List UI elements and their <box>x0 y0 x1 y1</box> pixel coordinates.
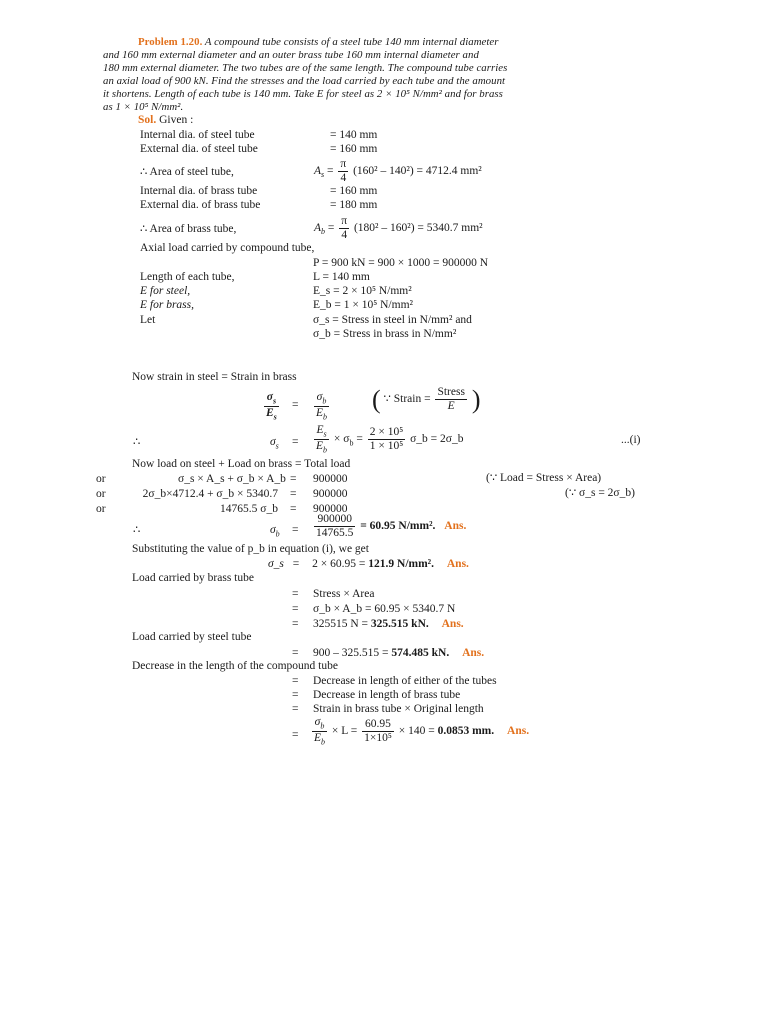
bl-eq-3: = <box>292 618 299 630</box>
ans-sigma-s: Ans. <box>446 558 469 570</box>
steel-area-symbol: A <box>314 164 322 177</box>
brass-load-result: 325.515 kN. <box>370 618 429 630</box>
eq-sign-2: = <box>292 436 299 448</box>
load-row-3-eq: = <box>290 503 297 515</box>
load-row-1-eq: = <box>290 473 297 485</box>
sl-eq-1: = <box>292 647 299 659</box>
let-label: Let <box>140 314 156 326</box>
length-value: L = 140 mm <box>313 271 370 283</box>
decrease-line-2: Decrease in length of brass tube <box>313 689 461 701</box>
d-eq-2: = <box>292 689 299 701</box>
d-eq-4: = <box>292 729 299 741</box>
load-row-1-lhs: σ_s × A_s + σ_b × A_b <box>178 473 286 485</box>
e-brass-value: E_b = 1 × 10⁵ N/mm² <box>313 299 413 311</box>
e-steel-label: E for steel, <box>140 285 191 297</box>
axial-load-label: Axial load carried by compound tube, <box>140 242 315 254</box>
load-row-1-note: (∵ Load = Stress × Area) <box>486 472 602 484</box>
brass-area-eq: = <box>327 221 335 234</box>
load-row-2-lhs: 2σ_b×4712.4 + σ_b × 5340.7 <box>142 488 278 500</box>
substituting-text: Substituting the value of p_b in equation (i), we get <box>132 543 369 555</box>
steel-internal-value: = 140 mm <box>330 129 378 141</box>
steel-external-label: External dia. of steel tube <box>140 143 258 155</box>
problem-line-3: 180 mm external diameter. The two tubes are of the same length. The compound tube carries <box>103 62 508 74</box>
steel-area-expression: (160² – 140²) = 4712.4 mm² <box>353 164 482 177</box>
strain-heading: Now strain in steel = Strain in brass <box>132 371 297 383</box>
problem-line-2: and 160 mm external diameter and an outer brass tube 160 mm internal diameter and <box>103 49 479 61</box>
eq-sign-sigb: = <box>292 524 299 536</box>
brass-area-equation <box>314 215 483 241</box>
d-eq-1: = <box>292 675 299 687</box>
decrease-line-3: Strain in brass tube × Original length <box>313 703 484 715</box>
ans-sigma-b: Ans. <box>444 519 467 532</box>
brass-internal-value: = 160 mm <box>330 185 378 197</box>
d-eq-3: = <box>292 703 299 715</box>
problem-label: Problem 1.20. <box>138 36 203 48</box>
e-brass-label: E for brass, <box>140 299 194 311</box>
brass-load-line-3: 325515 N = 325.515 kN. Ans. <box>313 618 464 630</box>
or-3: or <box>96 503 106 515</box>
ans-brass-load: Ans. <box>441 618 464 630</box>
brass-external-value: = 180 mm <box>330 199 378 211</box>
steel-area-equation <box>314 158 482 184</box>
problem-line-5: it shortens. Length of each tube is 140 mm. Take E for steel as 2 × 10⁵ N/mm² and for brass <box>103 88 503 100</box>
brass-load-line-2: σ_b × A_b = 60.95 × 5340.7 N <box>313 603 456 615</box>
ans-steel-load: Ans. <box>462 647 485 659</box>
decrease-final: $\frac{\sigma_b}{E_b}$ × L = $\frac{60.95}{\text{1×10⁵}}$ × 140 = 0.0853 mm. Ans. <box>314 716 530 747</box>
steel-area-label: ∴ Area of steel tube, <box>140 166 234 178</box>
let-value-steel: σ_s = Stress in steel in N/mm² and <box>313 314 472 326</box>
or-2: or <box>96 488 106 500</box>
strain-ratio-steel: $\frac{\sigma_s}{E_s}$ <box>266 391 277 422</box>
sigma-b-result: = 60.95 N/mm². <box>360 519 436 532</box>
load-row-2-rhs: 900000 <box>313 488 348 500</box>
let-value-brass: σ_b = Stress in brass in N/mm² <box>313 328 457 340</box>
sigma-s-line: σ_s = 2 × 60.95 = 121.9 N/mm². Ans. <box>268 558 469 570</box>
brass-area-label: ∴ Area of brass tube, <box>140 223 237 235</box>
problem-line-6: as 1 × 10⁵ N/mm². <box>103 101 184 113</box>
decrease-heading: Decrease in the length of the compound tube <box>132 660 338 672</box>
or-1: or <box>96 473 106 485</box>
brass-internal-label: Internal dia. of brass tube <box>140 185 258 197</box>
sigma-s-symbol: σ_s <box>268 558 284 570</box>
axial-load-value: P = 900 kN = 900 × 1000 = 900000 N <box>313 257 489 269</box>
bl-eq-1: = <box>292 588 299 600</box>
given-label: Given : <box>159 114 194 126</box>
brass-area-expression: (180² – 160²) = 5340.7 mm² <box>353 221 483 234</box>
strain-note-text: ∵ Strain = <box>383 393 431 406</box>
load-row-3-lhs: 14765.5 σ_b <box>220 503 278 515</box>
steel-external-value: = 160 mm <box>330 143 378 155</box>
steel-load-line-1: 900 – 325.515 = 574.485 kN. Ans. <box>313 647 485 659</box>
problem-line-4: an axial load of 900 kN. Find the stresses and the load carried by each tube and the amount <box>103 75 506 87</box>
steel-load-heading: Load carried by steel tube <box>132 631 252 643</box>
sigma-s-result: σ_b = 2σ_b <box>410 433 464 446</box>
sigma-b-calc: $\frac{900000}{14765.5}$ = 60.95 N/mm². Ans. <box>316 513 467 539</box>
brass-external-label: External dia. of brass tube <box>140 199 261 211</box>
decrease-line-1: Decrease in length of either of the tubes <box>313 675 497 687</box>
steel-area-subscript: s <box>321 170 325 180</box>
sigma-s-lhs: $\sigma_s$ <box>270 436 279 451</box>
equation-ref-i: ...(i) <box>621 434 641 446</box>
length-label: Length of each tube, <box>140 271 235 283</box>
ans-decrease: Ans. <box>507 725 530 738</box>
problem-text-1: A compound tube consists of a steel tube 140 mm internal diameter <box>204 36 499 48</box>
load-heading: Now load on steel + Load on brass = Total load <box>132 458 351 470</box>
therefore-1: ∴ <box>133 436 141 448</box>
bl-eq-2: = <box>292 603 299 615</box>
e-steel-value: E_s = 2 × 10⁵ N/mm² <box>313 285 412 297</box>
problem-line-1 <box>138 36 499 49</box>
sigma-b-lhs: $\sigma_b$ <box>270 524 280 539</box>
pi-over-4-brass: $\frac{\pi}{4}$ <box>341 215 348 241</box>
steel-load-result: 574.485 kN. <box>391 647 450 659</box>
steel-internal-label: Internal dia. of steel tube <box>140 129 255 141</box>
load-row-2-eq: = <box>290 488 297 500</box>
load-row-1-rhs: 900000 <box>313 473 348 485</box>
load-row-2-note: (∵ σ_s = 2σ_b) <box>565 487 635 499</box>
sigma-s-expr: 2 × 60.95 = <box>312 558 366 570</box>
brass-load-heading: Load carried by brass tube <box>132 572 254 584</box>
stress-over-e: $\frac{\text{Stress}}{E}$ <box>437 386 465 413</box>
sol-heading <box>138 114 193 128</box>
decrease-result: 0.0853 mm. <box>437 725 495 738</box>
strain-note: ( ∵ Strain = $\frac{\text{Stress}}{E}$ ) <box>372 385 481 414</box>
brass-load-line-1: Stress × Area <box>313 588 375 600</box>
pi-over-4: $\frac{\pi}{4}$ <box>340 158 347 184</box>
sigma-s-derivation: $\frac{E_s}{E_b}$ × $\sigma_b$ = $\frac{\text{2 × 10⁵}}{\text{1 × 10⁵}}$ σ_b = 2σ_b <box>316 424 464 455</box>
therefore-2: ∴ <box>133 524 141 536</box>
brass-area-subscript: b <box>321 227 326 237</box>
steel-area-eq: = <box>327 164 334 177</box>
load-row-3-rhs: 900000 <box>313 503 348 515</box>
sigma-s-value: 121.9 N/mm². <box>368 558 434 570</box>
brass-area-symbol: A <box>314 221 322 234</box>
strain-eq-sign: = <box>292 399 299 411</box>
strain-ratio-brass: $\frac{\sigma_b}{E_b}$ <box>316 391 328 422</box>
sol-label: Sol. <box>138 114 157 126</box>
